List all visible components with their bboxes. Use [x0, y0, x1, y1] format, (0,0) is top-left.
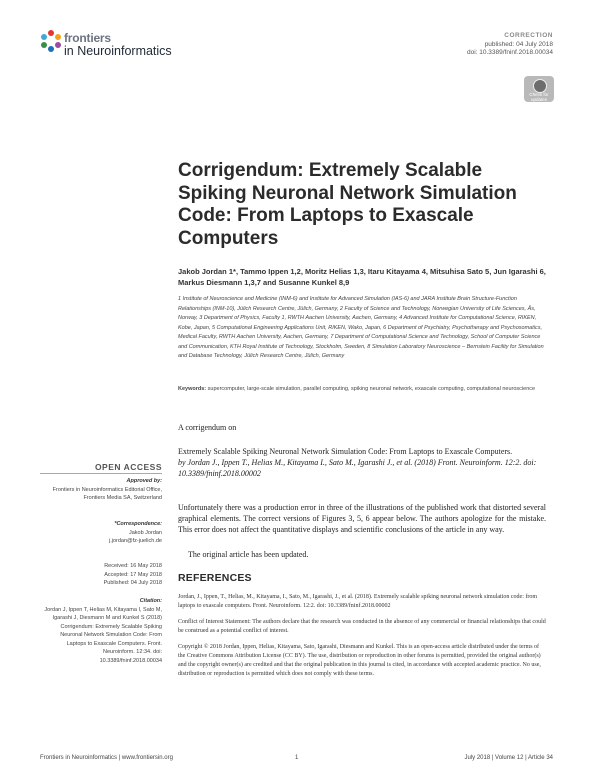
citation-label: Citation: [139, 598, 162, 604]
citation-title: Extremely Scalable Spiking Neuronal Network Simulation Code: From Laptops to Exascale Computers. [178, 447, 513, 456]
frontiers-logo-icon [40, 30, 62, 52]
citation-box [40, 597, 162, 665]
open-access-label: OPEN ACCESS [94, 462, 162, 472]
correspondence-name: Jakob Jordan [128, 529, 162, 536]
citation-ref: by Jordan J., Ippen T., Helias M., Kitayama I., Sato M., Igarashi J., et al. (2018) Front. Neuroinform. 12:2. doi: 10.3389/fninf.2018.00002 [178, 458, 537, 478]
journal-name: in Neuroinformatics [64, 44, 172, 58]
brand-name: frontiers [64, 31, 111, 45]
author-list: Jakob Jordan 1*, Tammo Ippen 1,2, Moritz Helias 1,3, Itaru Kitayama 4, Mitsuhisa Sato 5, Jun Igarashi 6, Markus Diesmann 1,3,7 and Susanne Kunkel 8,9 [178, 267, 546, 287]
footer-journal[interactable]: Frontiers in Neuroinformatics | www.frontiersin.org [40, 755, 173, 761]
approved-by [40, 477, 162, 503]
correspondence [40, 520, 162, 546]
published-date-sidebar: Published: 04 July 2018 [103, 580, 162, 586]
original-citation[interactable] [178, 446, 546, 479]
keywords-text: supercomputer, large-scale simulation, parallel computing, spiking neuronal network, exascale computing, computational neuroscience [207, 386, 536, 392]
dates [40, 562, 162, 588]
article-meta [467, 32, 553, 58]
check-for-updates-badge[interactable] [524, 76, 554, 102]
body-paragraph: The original article has been updated. [188, 550, 309, 559]
corrigendum-intro: A corrigendum on [178, 423, 237, 432]
article-title: Corrigendum: Extremely Scalable Spiking Neuronal Network Simulation Code: From Laptops to Exascale Computers [178, 160, 517, 249]
accepted-date: Accepted: 17 May 2018 [104, 571, 162, 578]
approved-label: Approved by: [126, 478, 162, 484]
conflict-of-interest: Conflict of Interest Statement: The authors declare that the research was conducted in the absence of any commercial or financial relationships that could be construed as a potential conflict of interest. [178, 619, 546, 634]
received-date: Received: 16 May 2018 [104, 563, 162, 569]
references-heading: REFERENCES [178, 572, 252, 584]
citation-text: Jordan J, Ippen T, Helias M, Kitayama I, Sato M, Igarashi J, Diesmann M and Kunkel S (2018) Corrigendum: Extremely Scalable Spiking Neuronal Network Simulation Code: From Laptops to Exascale Computers. Front. Neuroinform. 12:34. doi: 10.3389/fninf.2018.00034 [44, 606, 162, 664]
badge-label: Check for updates [529, 92, 549, 102]
approved-text: Frontiers in Neuroinformatics Editorial Office, Frontiers Media SA, Switzerland [52, 486, 162, 501]
correspondence-email[interactable]: j.jordan@fz-juelich.de [109, 538, 162, 544]
check-updates-icon [533, 79, 547, 93]
reference-item[interactable]: Jordan, J., Ippen, T., Helias, M., Kitayama, I., Sato, M., Igarashi, J., et al. (2018). Extremely scalable spiking neuronal network simulation code: from laptops to exascale computers. Front. Neuroinform. 12:2. doi: 10.3389/fninf.2018.00002 [178, 594, 538, 609]
sidebar-divider [40, 473, 162, 474]
journal-logo[interactable] [40, 28, 180, 72]
correspondence-label: *Correspondence: [114, 521, 162, 527]
published-date: published: 04 July 2018 [484, 40, 553, 48]
footer-volume: July 2018 | Volume 12 | Article 34 [464, 755, 553, 761]
keywords-label: Keywords: [178, 386, 207, 392]
doi[interactable]: doi: 10.3389/fninf.2018.00034 [466, 49, 553, 56]
body-paragraph: Unfortunately there was a production error in three of the illustrations of the published work that distorted several graphical elements. The correct versions of Figures 3, 5, 6 appear below. The authors apologize for the mistake. This error does not affect the quantitative displays and scientific conclusions of the article in any way. [178, 503, 546, 534]
copyright-notice: Copyright © 2018 Jordan, Ippen, Helias, Kitayama, Sato, Igarashi, Diesmann and Kunkel. This is an open-access article distributed under the terms of the Creative Commons Attribution License (CC BY). The use, distribution or reproduction in other forums is permitted, provided the original author(s) and the copyright owner(s) are credited and that the original publication in this journal is cited, in accordance with accepted academic practice. No use, distribution or reproduction is permitted which does not comply with these terms. [178, 644, 541, 677]
page-number: 1 [295, 755, 299, 761]
keywords [178, 385, 548, 394]
article-type: CORRECTION [504, 32, 553, 39]
affiliations: 1 Institute of Neuroscience and Medicine (INM-6) and Institute for Advanced Simulation (IAS-6) and JARA Institute Brain Structure-Function Relationships (INM-10), Jülich Research Centre, Jülich, Germany, 2 Faculty of Science and Technology, Norwegian University of Life Sciences, Ås, Norway, 3 Department of Physics, Faculty 1, RWTH Aachen University, Aachen, Germany, 4 Advanced Institute for Computational Science, RIKEN, Kobe, Japan, 5 Computational Engineering Applications Unit, RIKEN, Wako, Japan, 6 Department of Psychiatry, Psychotherapy and Psychosomatics, Medical Faculty, RWTH Aachen University, Aachen, Germany, 7 Department of Computational Science and Technology, School of Computer Science and Communication, KTH Royal Institute of Technology, Stockholm, Sweden, 8 Simulation Laboratory Neuroscience – Bernstein Facility for Simulation and Database Technology, Jülich Research Centre, Jülich, Germany [178, 296, 544, 359]
